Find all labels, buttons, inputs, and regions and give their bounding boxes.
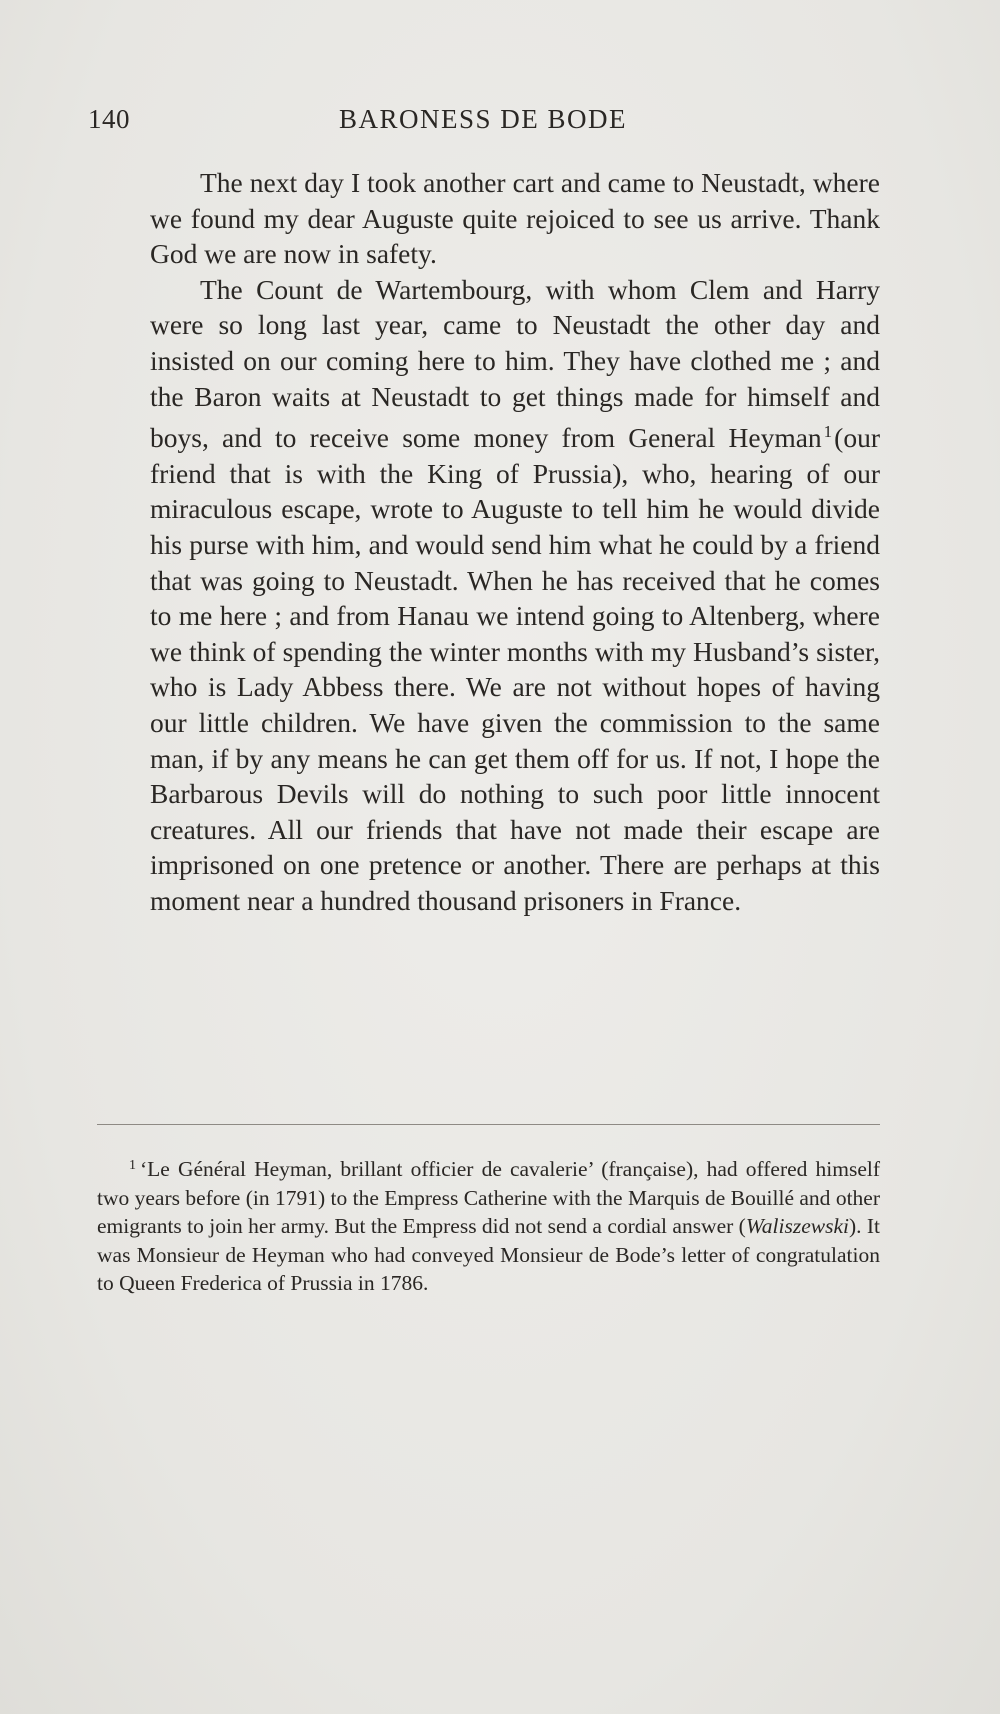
footnote-mark: 1 [129,1158,136,1173]
footnote-paragraph [97,1152,880,1298]
paragraph: The next day I took another cart and came to Neustadt, where we found my dear Auguste quite rejoiced to see us arrive. Thank God we are now in safety. [150,167,880,270]
running-head [88,104,878,138]
running-title: BARONESS DE BODE [338,104,628,134]
paragraph [150,272,880,919]
footnote [97,1152,880,1298]
paragraph-text: The Count de Wartembourg, with whom Clem and Harry were so long last year, came to Neustadt the other day and insisted on our coming here to him. They have clothed me ; and the Baron waits at Neustadt to get things made for himself and boys, and to receive some money from General Heyman [150,273,880,454]
paragraph-text: (our friend that is with the King of Prussia), who, hearing of our miraculous escape, wrote to Auguste to tell him he would divide his purse with him, and would send him what he could by a friend that was going to Neustadt. When he has received that he comes to me here ; and from Hanau we intend going to Altenberg, where we think of spending the winter months with my Husband’s sister, who is Lady Abbess there. We are not without hopes of having our little children. We have given the commission to the same man, if by any means he can get them off for us. If not, I hope the Barbarous Devils will do nothing to such poor little innocent creatures. All our friends that have not made their escape are imprisoned on one pretence or another. There are perhaps at this moment near a hundred thousand prisoners in France. [150,422,880,916]
page-number: 140 [88,104,130,134]
footnote-text: ). It was Monsieur de Heyman who had conveyed Monsieur de Bode’s letter of congratulation to Queen Frederica of Prussia in 1786. [97,1214,881,1295]
footnote-reference: 1 [823,422,833,442]
footnote-divider [97,1124,880,1125]
main-text [150,165,880,918]
footnote-text: ‘Le Général Heyman, brillant officier de cavalerie’ (française), had offered himself two years before (in 1791) to the Empress Catherine with the Marquis de Bouillé and other emigrants to join her army. But the Empress did not send a cordial answer ( [97,1157,880,1238]
footnote-source: Waliszewski [745,1214,849,1238]
